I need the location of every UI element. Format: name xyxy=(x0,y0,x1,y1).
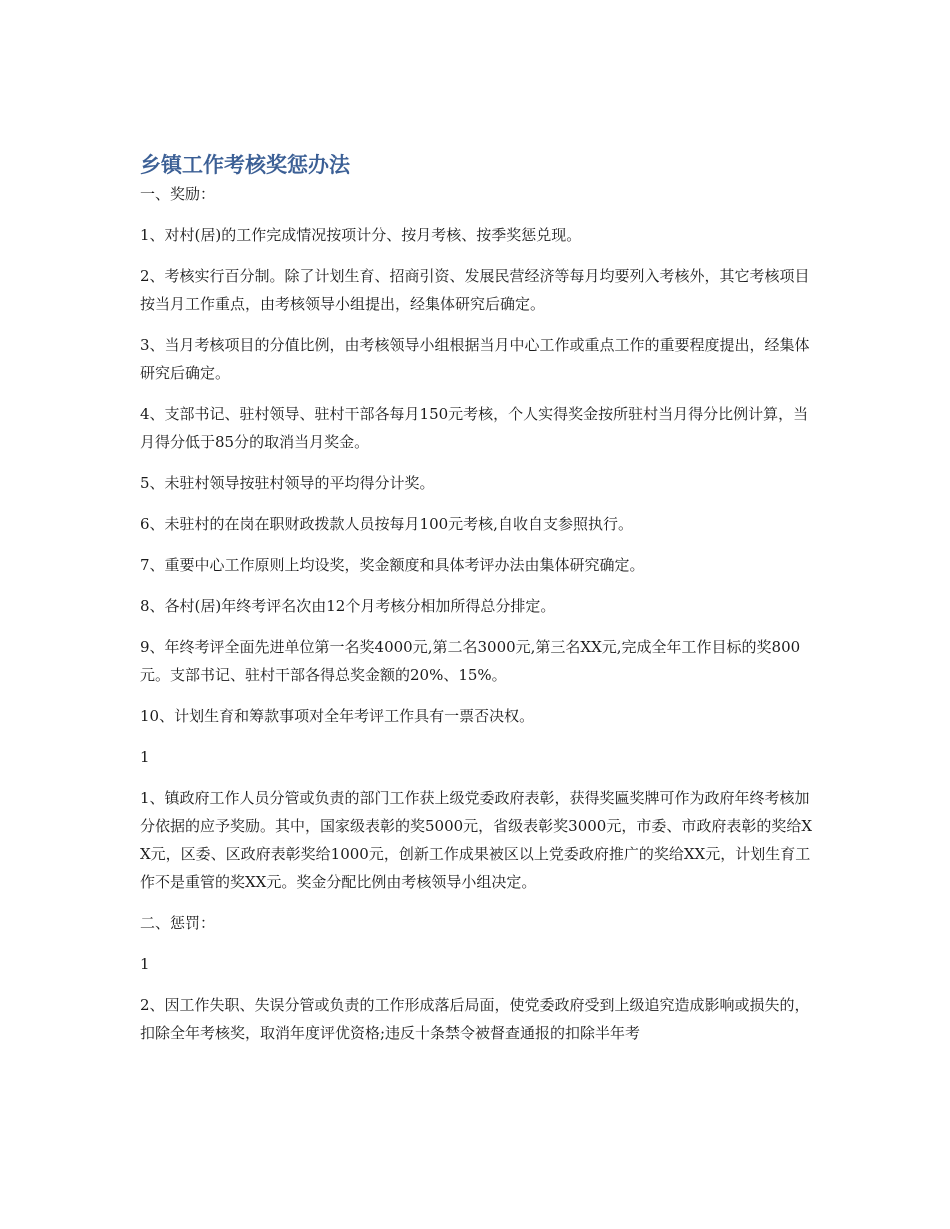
paragraph: 3、当月考核项目的分值比例，由考核领导小组根据当月中心工作或重点工作的重要程度提出，经集体研究后确定。 xyxy=(140,336,810,382)
paragraph: 8、各村(居)年终考评名次由12个月考核分相加所得总分排定。 xyxy=(140,597,556,615)
paragraph: 9、年终考评全面先进单位第一名奖4000元,第二名3000元,第三名XX元,完成全年工作目标的奖800元。支部书记、驻村干部各得总奖金额的20%、15%。 xyxy=(140,638,801,684)
paragraph: 7、重要中心工作原则上均设奖，奖金额度和具体考评办法由集体研究确定。 xyxy=(140,556,645,574)
paragraph: 1、对村(居)的工作完成情况按项计分、按月考核、按季奖惩兑现。 xyxy=(140,226,582,244)
paragraph: 1、镇政府工作人员分管或负责的部门工作获上级党委政府表彰，获得奖匾奖牌可作为政府年终考核加分依据的应予奖励。其中，国家级表彰的奖5000元，省级表彰奖3000元，市委、市政府表彰的奖给XX元，区委、区政府表彰奖给1000元，创新工作成果被区以上党委政府推广的奖给XX元，计划生育工作不是重管的奖XX元。奖金分配比例由考核领导小组决定。 xyxy=(140,789,813,891)
section-heading-rewards: 一、奖励： xyxy=(140,185,216,203)
paragraph: 2、因工作失职、失误分管或负责的工作形成落后局面，使党委政府受到上级追究造成影响或损失的，扣除全年考核奖，取消年度评优资格;违反十条禁令被督查通报的扣除半年考 xyxy=(140,996,810,1042)
document-title: 乡镇工作考核奖惩办法 xyxy=(140,153,350,177)
document-page xyxy=(140,150,815,1060)
paragraph: 4、支部书记、驻村领导、驻村干部各每月150元考核，个人实得奖金按所驻村当月得分比例计算，当月得分低于85分的取消当月奖金。 xyxy=(140,405,809,451)
paragraph: 10、计划生育和筹款事项对全年考评工作具有一票否决权。 xyxy=(140,707,535,725)
paragraph: 2、考核实行百分制。除了计划生育、招商引资、发展民营经济等每月均要列入考核外，其它考核项目按当月工作重点，由考核领导小组提出，经集体研究后确定。 xyxy=(140,267,810,313)
section-heading-penalties: 二、惩罚： xyxy=(140,914,216,932)
paragraph: 5、未驻村领导按驻村领导的平均得分计奖。 xyxy=(140,474,435,492)
paragraph-number: 1 xyxy=(140,955,150,973)
paragraph-number: 1 xyxy=(140,748,150,766)
paragraph: 6、未驻村的在岗在职财政拨款人员按每月100元考核,自收自支参照执行。 xyxy=(140,515,633,533)
